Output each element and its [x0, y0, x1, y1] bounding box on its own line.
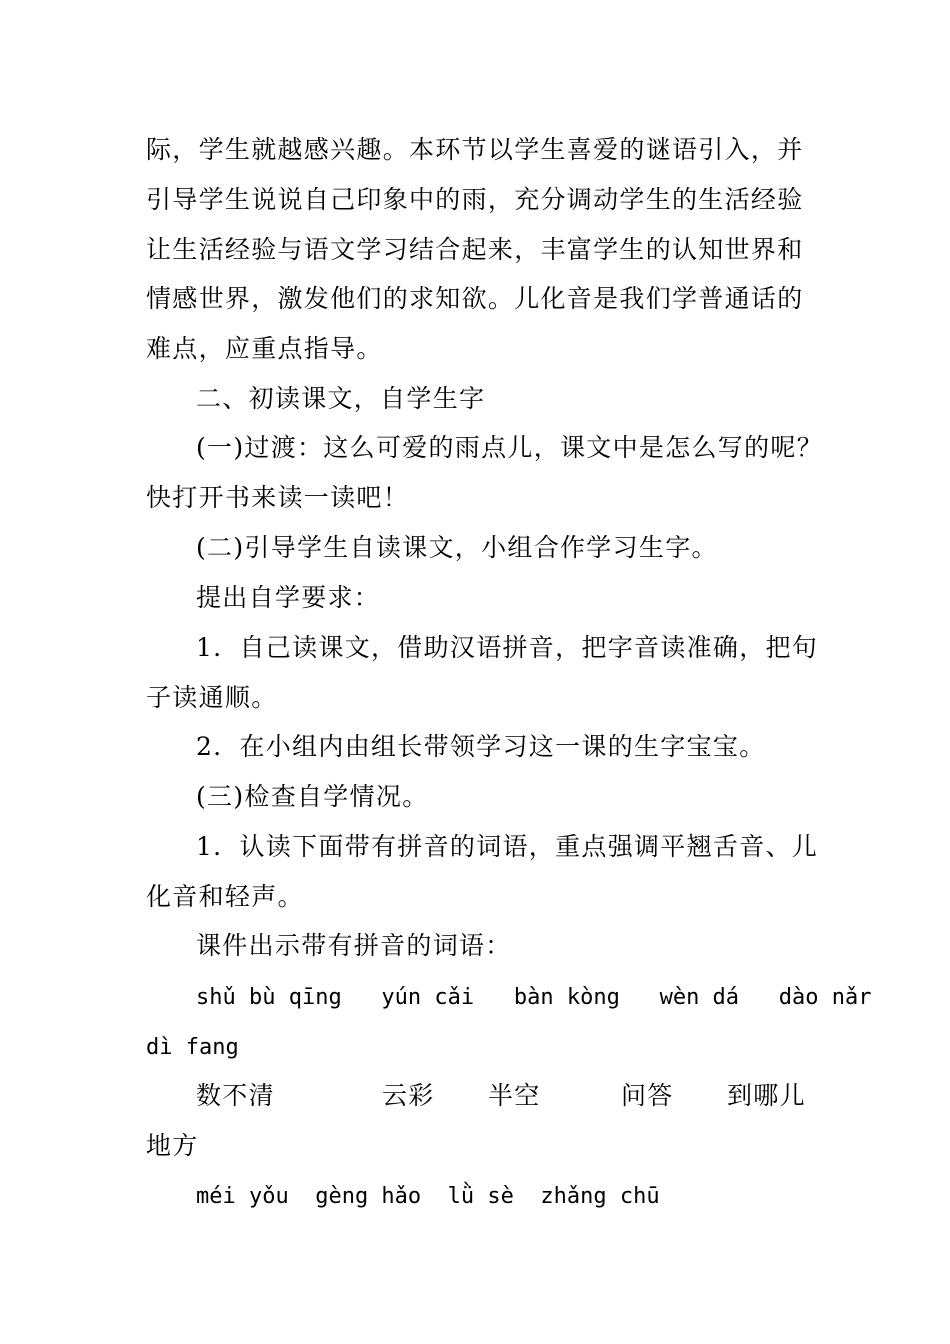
list-item: 1．认读下面带有拼音的词语，重点强调平翘舌音、儿 — [196, 832, 819, 861]
word-line: 地方 — [146, 1131, 199, 1160]
text-line: 提出自学要求： — [196, 583, 381, 612]
text-line: 课件出示带有拼音的词语： — [196, 931, 512, 960]
pinyin-line: dì fang — [146, 1035, 239, 1060]
text-line: 让生活经验与语文学习结合起来，丰富学生的认知世界和 — [146, 235, 804, 264]
text-line: 引导学生说说自己印象中的雨，充分调动学生的生活经验 — [146, 185, 804, 214]
word: 到哪儿 — [727, 1081, 806, 1110]
list-item: 1．自己读课文，借助汉语拼音，把字音读准确，把句 — [196, 633, 819, 662]
word: 云彩 — [382, 1081, 435, 1110]
section-heading: 二、初读课文，自学生字 — [196, 384, 486, 413]
word: 半空 — [488, 1081, 541, 1110]
text-line: 难点，应重点指导。 — [146, 334, 383, 363]
text-line: (一)过渡：这么可爱的雨点儿，课文中是怎么写的呢？ — [196, 433, 824, 462]
pinyin-line: shǔ bù qīng yún cǎi bàn kòng wèn dá dào nǎr — [196, 985, 872, 1010]
word: 数不清 — [196, 1081, 275, 1110]
text-line: 际，学生就越感兴趣。本环节以学生喜爱的谜语引入，并 — [146, 135, 804, 164]
text-line: (三)检查自学情况。 — [196, 782, 429, 811]
text-line: 化音和轻声。 — [146, 882, 304, 911]
pinyin-line: méi yǒu gèng hǎo lǜ sè zhǎng chū — [196, 1184, 660, 1209]
list-item: 2．在小组内由组长带领学习这一课的生字宝宝。 — [196, 732, 766, 761]
text-line: 情感世界，激发他们的求知欲。儿化音是我们学普通话的 — [146, 284, 804, 313]
text-line: 子读通顺。 — [146, 683, 278, 712]
text-line: (二)引导学生自读课文，小组合作学习生字。 — [196, 533, 718, 562]
text-line: 快打开书来读一读吧！ — [146, 483, 410, 512]
word: 问答 — [621, 1081, 674, 1110]
